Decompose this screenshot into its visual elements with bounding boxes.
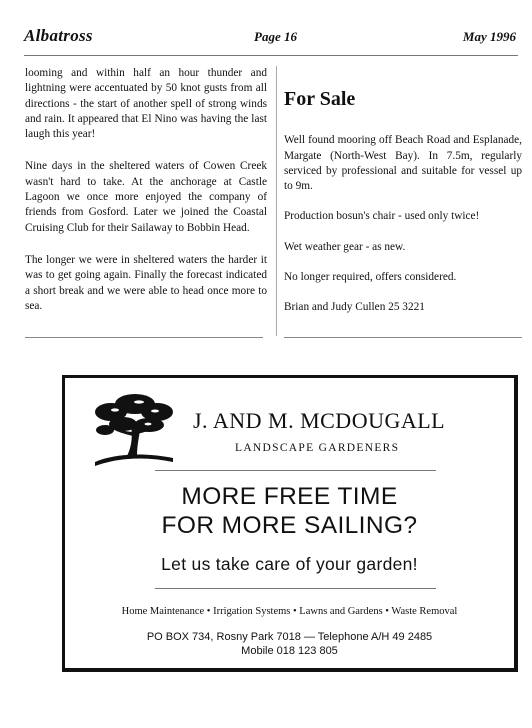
page-number: Page 16 xyxy=(254,29,297,44)
article-paragraph: looming and within half an hour thunder and lightning were accentuated by 50 knot gusts from all directions - the start of another spell of strong winds and rain. It appeared that El Nino was having the last laugh this year! xyxy=(25,67,267,141)
ad-contact-mobile: Mobile 018 123 805 xyxy=(241,645,338,657)
ad-rule xyxy=(155,588,436,589)
article-paragraph: The longer we were in sheltered waters the harder it was to get going again. Finally the forecast indicated a short break and we were able to head once more to sea. xyxy=(25,253,267,312)
ad-tagline: Let us take care of your garden! xyxy=(161,554,418,574)
for-sale-item: No longer required, offers considered. xyxy=(284,271,457,284)
for-sale-column xyxy=(284,88,522,331)
company-name: J. AND M. MCDOUGALL xyxy=(193,408,446,433)
ad-headline-line: MORE FREE TIME xyxy=(181,483,398,510)
ad-services: Home Maintenance • Irrigation Systems • Lawns and Gardens • Waste Removal xyxy=(121,606,458,617)
for-sale-heading: For Sale xyxy=(284,88,356,110)
newsletter-title: Albatross xyxy=(24,26,93,45)
ad-headline-line: FOR MORE SAILING? xyxy=(161,512,418,539)
for-sale-item: Production bosun's chair - used only twice! xyxy=(284,210,480,223)
tree-icon xyxy=(93,392,175,472)
right-column-rule xyxy=(284,337,522,338)
ad-contact xyxy=(65,630,514,658)
advertisement-box xyxy=(62,375,518,672)
for-sale-contact: Brian and Judy Cullen 25 3221 xyxy=(284,301,425,314)
company-subtitle: LANDSCAPE GARDENERS xyxy=(235,442,400,454)
column-divider xyxy=(276,66,277,336)
ad-headline xyxy=(65,482,514,540)
issue-date: May 1996 xyxy=(462,29,516,44)
for-sale-item: Well found mooring off Beach Road and Esplanade, Margate (North-West Bay). In 7.5m, regularly serviced by professional and suitable for vessel up to 9m. xyxy=(284,134,522,193)
left-column-rule xyxy=(25,337,263,338)
ad-contact-address: PO BOX 734, Rosny Park 7018 — Telephone A/H 49 2485 xyxy=(146,631,433,643)
article-paragraph: Nine days in the sheltered waters of Cowen Creek wasn't hard to take. At the anchorage at Castle Lagoon we once more enjoyed the company of friends from Gosford. Later we joined the Coastal Cruising Club for their Sailaway to Bobbin Head. xyxy=(25,160,267,234)
page-header xyxy=(24,26,516,48)
article-column xyxy=(25,66,267,331)
for-sale-item: Wet weather gear - as new. xyxy=(284,240,406,253)
ad-rule xyxy=(155,470,436,471)
header-rule xyxy=(24,55,518,56)
